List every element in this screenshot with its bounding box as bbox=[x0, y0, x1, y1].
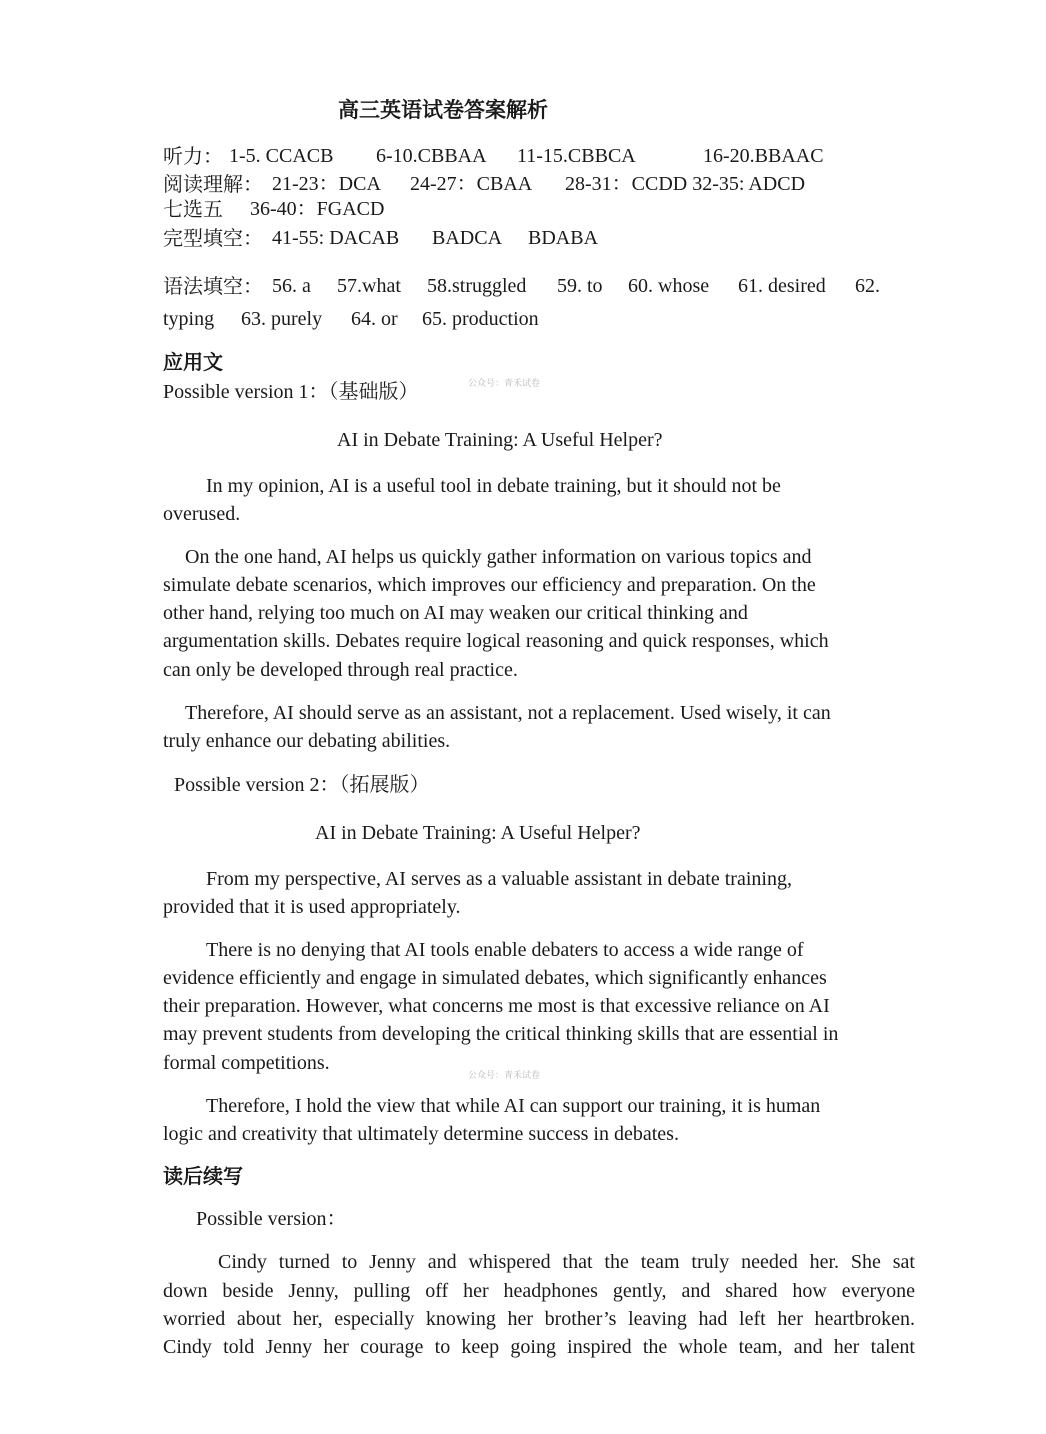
listening-group-4: 16-20.BBAAC bbox=[703, 145, 824, 167]
essay-line: In my opinion, AI is a useful tool in debate training, but it should not be bbox=[206, 475, 781, 497]
essay-line: Therefore, AI should serve as an assistant, not a replacement. Used wisely, it can bbox=[185, 702, 831, 724]
grammar-label: 语法填空： bbox=[163, 274, 263, 298]
listening-label: 听力： bbox=[163, 144, 223, 168]
version-1-label: Possible version 1：（基础版） bbox=[163, 381, 419, 403]
grammar-item: 64. or bbox=[351, 308, 398, 330]
section-heading-continuation: 读后续写 bbox=[163, 1164, 243, 1188]
essay-line: truly enhance our debating abilities. bbox=[163, 730, 451, 752]
grammar-item: 62. bbox=[855, 275, 880, 297]
essay-line: can only be developed through real practice. bbox=[163, 659, 518, 681]
listening-group-1: 1-5. CCACB bbox=[229, 145, 334, 167]
essay-line: evidence efficiently and engage in simulated debates, which significantly enhances bbox=[163, 967, 827, 989]
grammar-item: 60. whose bbox=[628, 275, 710, 297]
version-2-label: Possible version 2：（拓展版） bbox=[174, 774, 430, 796]
page-title: 高三英语试卷答案解析 bbox=[338, 98, 548, 122]
essay-line: other hand, relying too much on AI may weaken our critical thinking and bbox=[163, 602, 748, 624]
grammar-item: 58.struggled bbox=[427, 275, 527, 297]
essay-line: their preparation. However, what concerns me most is that excessive reliance on AI bbox=[163, 995, 830, 1017]
essay-line: worried about her, especially knowing her brother’s leaving had left her heartbroken. bbox=[163, 1308, 915, 1330]
listening-row bbox=[163, 146, 223, 167]
grammar-item: 57.what bbox=[337, 275, 401, 297]
essay-line: argumentation skills. Debates require logical reasoning and quick responses, which bbox=[163, 630, 829, 652]
grammar-item: typing bbox=[163, 308, 215, 330]
essay-line: Cindy told Jenny her courage to keep going inspired the whole team, and her talent bbox=[163, 1336, 915, 1358]
cloze-label: 完型填空： bbox=[163, 226, 263, 250]
listening-group-2: 6-10.CBBAA bbox=[376, 145, 487, 167]
grammar-item: 63. purely bbox=[241, 308, 323, 330]
cloze-group-2: BADCA bbox=[432, 227, 503, 249]
reading-label: 阅读理解： bbox=[163, 172, 263, 196]
grammar-item: 65. production bbox=[422, 308, 539, 330]
reading-group-3: 28-31：CCDD 32-35: ADCD bbox=[565, 173, 806, 195]
listening-group-3: 11-15.CBBCA bbox=[517, 145, 636, 167]
watermark: 公众号：青禾试卷 bbox=[468, 1071, 541, 1081]
section-heading-practical: 应用文 bbox=[163, 350, 223, 374]
version-2-title: AI in Debate Training: A Useful Helper? bbox=[315, 822, 641, 844]
continuation-version-label: Possible version： bbox=[196, 1208, 347, 1230]
reading-group-2: 24-27：CBAA bbox=[410, 173, 533, 195]
essay-line: Therefore, I hold the view that while AI can support our training, it is human bbox=[206, 1095, 821, 1117]
essay-line: provided that it is used appropriately. bbox=[163, 896, 461, 918]
essay-line: may prevent students from developing the critical thinking skills that are essential in bbox=[163, 1023, 839, 1045]
essay-line: simulate debate scenarios, which improves our efficiency and preparation. On the bbox=[163, 574, 816, 596]
seven-group-1: 36-40：FGACD bbox=[250, 198, 385, 220]
grammar-item: 59. to bbox=[557, 275, 603, 297]
essay-line: logic and creativity that ultimately determine success in debates. bbox=[163, 1123, 679, 1145]
reading-group-1: 21-23：DCA bbox=[272, 173, 381, 195]
essay-line: down beside Jenny, pulling off her headphones gently, and shared how everyone bbox=[163, 1280, 915, 1302]
version-1-title: AI in Debate Training: A Useful Helper? bbox=[337, 429, 663, 451]
grammar-item: 61. desired bbox=[738, 275, 826, 297]
cloze-group-1: 41-55: DACAB bbox=[272, 227, 400, 249]
essay-line: overused. bbox=[163, 503, 241, 525]
essay-line: On the one hand, AI helps us quickly gather information on various topics and bbox=[185, 546, 812, 568]
essay-line: formal competitions. bbox=[163, 1052, 330, 1074]
grammar-item: 56. a bbox=[272, 275, 311, 297]
essay-line: There is no denying that AI tools enable debaters to access a wide range of bbox=[206, 939, 804, 961]
watermark: 公众号：青禾试卷 bbox=[468, 379, 541, 389]
essay-line: Cindy turned to Jenny and whispered that the team truly needed her. She sat bbox=[218, 1251, 915, 1273]
essay-line: From my perspective, AI serves as a valuable assistant in debate training, bbox=[206, 868, 792, 890]
seven-label: 七选五 bbox=[163, 197, 223, 221]
cloze-group-3: BDABA bbox=[528, 227, 599, 249]
